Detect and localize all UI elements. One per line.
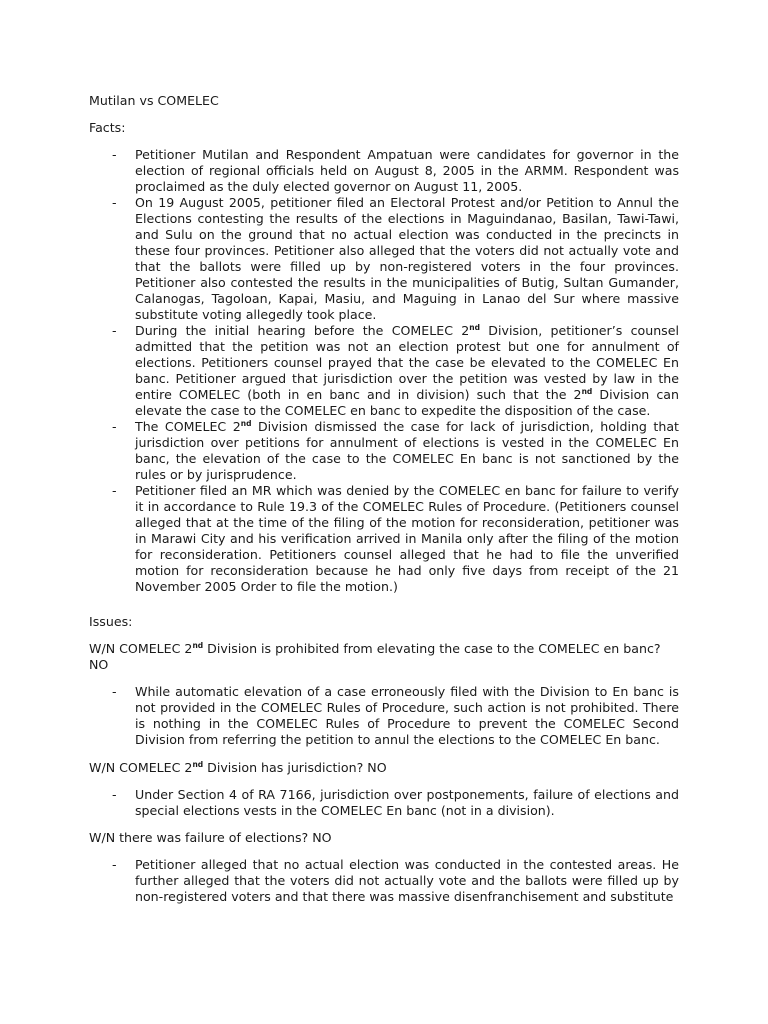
issue-point: - Petitioner alleged that no actual election was conducted in the contested areas. He further alleged that the voters did not actually vote and the ballots were filled up by non-registered voters and that there was massive disenfranchisement and substitute [112,857,679,904]
fact-item: - On 19 August 2005, petitioner filed an Electoral Protest and/or Petition to Annul the Elections contesting the results of the elections in Maguindanao, Basilan, Tawi-Tawi, and Sulu on the ground that no actual election was conducted in the precincts in these four provinces. Petitioner also alleged that the voters did not actually vote and that the ballots were filled up by non-registered voters in the four provinces. Petitioner also contested the results in the municipalities of Butig, Sultan Gumander, Calanogas, Tagoloan, Kapai, Masiu, and Maguing in Lanao del Sur where massive substitute voting allegedly took place. [112,195,679,322]
issue-question-2: W/N COMELEC 2nd Division has jurisdiction? NO [89,760,387,775]
bullet-dash: - [112,684,117,699]
ordinal-superscript: nd [192,760,204,769]
issues-heading: Issues: [89,614,133,629]
bullet-dash: - [112,419,117,434]
issue-question-3: W/N there was failure of elections? NO [89,830,332,845]
fact-item: - The COMELEC 2nd Division dismissed the case for lack of jurisdiction, holding that jurisdiction over petitions for annulment of elections is vested in the COMELEC En banc, the elevation of the case to the COMELEC En banc is not sanctioned by the rules or by jurisprudence. [112,419,679,482]
facts-list [89,147,679,595]
ordinal-superscript: nd [192,641,204,650]
issue-question-1: W/N COMELEC 2nd Division is prohibited from elevating the case to the COMELEC en banc? NO [89,641,661,672]
facts-heading: Facts: [89,120,126,135]
fact-item: - Petitioner filed an MR which was denied by the COMELEC en banc for failure to verify it in accordance to Rule 19.3 of the COMELEC Rules of Procedure. (Petitioners counsel alleged that at the time of the filing of the motion for reconsideration, petitioner was in Marawi City and his verification arrived in Manila only after the filing of the motion for reconsideration. Petitioners counsel alleged that he had to file the unverified motion for reconsideration because he had only five days from receipt of the 21 November 2005 Order to file the motion.) [112,483,679,594]
bullet-dash: - [112,483,117,498]
issue-2-points [89,787,679,819]
document-title: Mutilan vs COMELEC [89,93,219,108]
issue-point: - While automatic elevation of a case erroneously filed with the Division to En banc is not provided in the COMELEC Rules of Procedure, such action is not prohibited. There is nothing in the COMELEC Rules of Procedure to prevent the COMELEC Second Division from referring the petition to annul the elections to the COMELEC En banc. [112,684,679,747]
bullet-dash: - [112,857,117,872]
ordinal-superscript: nd [581,387,593,396]
fact-item: - During the initial hearing before the COMELEC 2nd Division, petitioner’s counsel admitted that the petition was not an election protest but one for annulment of elections. Petitioners counsel prayed that the case be elevated to the COMELEC En banc. Petitioner argued that jurisdiction over the petition was vested by law in the entire COMELEC (both in en banc and in division) such that the 2nd Division can elevate the case to the COMELEC en banc to expedite the disposition of the case. [112,323,680,418]
issue-1-points [89,684,679,748]
bullet-dash: - [112,323,117,338]
bullet-dash: - [112,787,117,802]
bullet-dash: - [112,195,117,210]
issue-point: - Under Section 4 of RA 7166, jurisdiction over postponements, failure of elections and special elections vests in the COMELEC En banc (not in a division). [112,787,679,818]
fact-item: - Petitioner Mutilan and Respondent Ampatuan were candidates for governor in the election of regional officials held on August 8, 2005 in the ARMM. Respondent was proclaimed as the duly elected governor on August 11, 2005. [112,147,679,194]
ordinal-superscript: nd [469,323,481,332]
ordinal-superscript: nd [240,419,252,428]
bullet-dash: - [112,147,117,162]
issue-3-points [89,857,679,905]
